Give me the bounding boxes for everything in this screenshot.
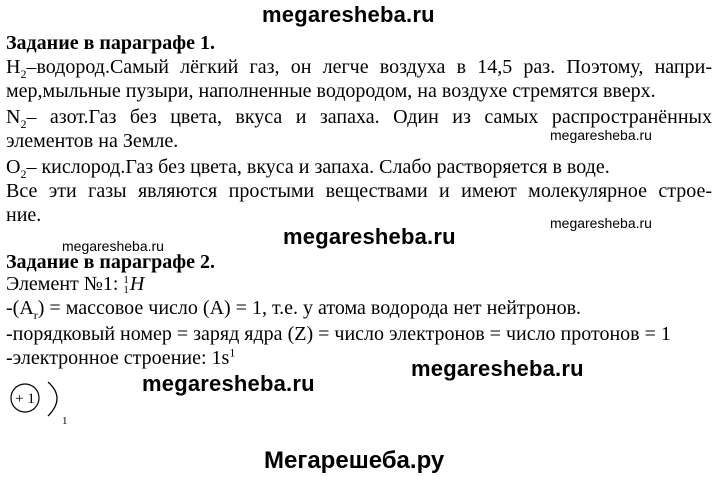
h2-subscript: 2 bbox=[20, 67, 27, 81]
section1-heading: Задание в параграфе 1. bbox=[6, 32, 215, 54]
element-mass-number: 1 bbox=[123, 274, 129, 287]
o2-line-1 bbox=[6, 155, 610, 179]
config-prefix: -электронное строение: 1s bbox=[6, 347, 230, 369]
watermark-top: megaresheba.ru bbox=[262, 2, 435, 27]
watermark-small-3: megaresheba.ru bbox=[62, 238, 164, 254]
h2-text-1: –водород.Самый лёгкий газ, он легче воздуха в 14,5 раз. Поэтому, напри- bbox=[26, 56, 712, 78]
ar-rest: ) = массовое число (A) = 1, т.е. у атома водорода нет нейтронов. bbox=[37, 297, 582, 319]
element-symbol: H bbox=[129, 273, 145, 295]
nucleus-charge: + 1 bbox=[15, 391, 35, 407]
element-line bbox=[6, 272, 144, 296]
watermark-mid-3: megaresheba.ru bbox=[142, 371, 315, 396]
ar-prefix: -(A bbox=[6, 297, 34, 319]
watermark-small-1: megaresheba.ru bbox=[550, 127, 652, 143]
atom-diagram bbox=[6, 378, 76, 428]
ar-subscript: r bbox=[33, 308, 38, 322]
watermark-small-2: megaresheba.ru bbox=[550, 215, 652, 231]
n2-subscript: 2 bbox=[20, 117, 27, 131]
config-line bbox=[6, 346, 235, 370]
h2-symbol: H bbox=[6, 56, 21, 78]
watermark-footer: Мегарешеба.ру bbox=[264, 447, 445, 474]
n2-text-1: – азот.Газ без цвета, вкуса и запаха. Один из самых распространённых bbox=[26, 106, 712, 128]
ordinal-line: -порядковый номер = заряд ядра (Z) = число электронов = число протонов = 1 bbox=[6, 323, 671, 345]
o2-subscript: 2 bbox=[20, 167, 27, 181]
element-label: Элемент №1: bbox=[6, 273, 119, 295]
shell-electron-count: 1 bbox=[62, 415, 68, 427]
watermark-mid-2: megaresheba.ru bbox=[411, 356, 584, 381]
electron-shell-arc bbox=[48, 382, 57, 416]
element-nuclide bbox=[123, 275, 129, 295]
n2-line-1 bbox=[6, 105, 712, 129]
o2-symbol: O bbox=[6, 156, 21, 178]
config-superscript: 1 bbox=[229, 345, 236, 360]
h2-line-2: мер,мыльные пузыри, наполненные водородом, на воздухе стремятся вверх. bbox=[6, 80, 656, 102]
n2-symbol: N bbox=[6, 106, 21, 128]
watermark-mid-1: megaresheba.ru bbox=[283, 224, 456, 249]
n2-line-2: элементов на Земле. bbox=[6, 130, 179, 152]
section2-heading: Задание в параграфе 2. bbox=[6, 251, 215, 273]
o2-text-1: – кислород.Газ без цвета, вкуса и запаха. Слабо растворяется в воде. bbox=[26, 156, 610, 178]
element-atomic-number: 1 bbox=[123, 284, 129, 297]
ar-line bbox=[6, 296, 581, 320]
summary-line-1: Все эти газы являются простыми веществами и имеют молекулярное строе- bbox=[6, 180, 712, 202]
summary-line-2: ние. bbox=[6, 204, 42, 226]
h2-line-1 bbox=[6, 55, 712, 79]
